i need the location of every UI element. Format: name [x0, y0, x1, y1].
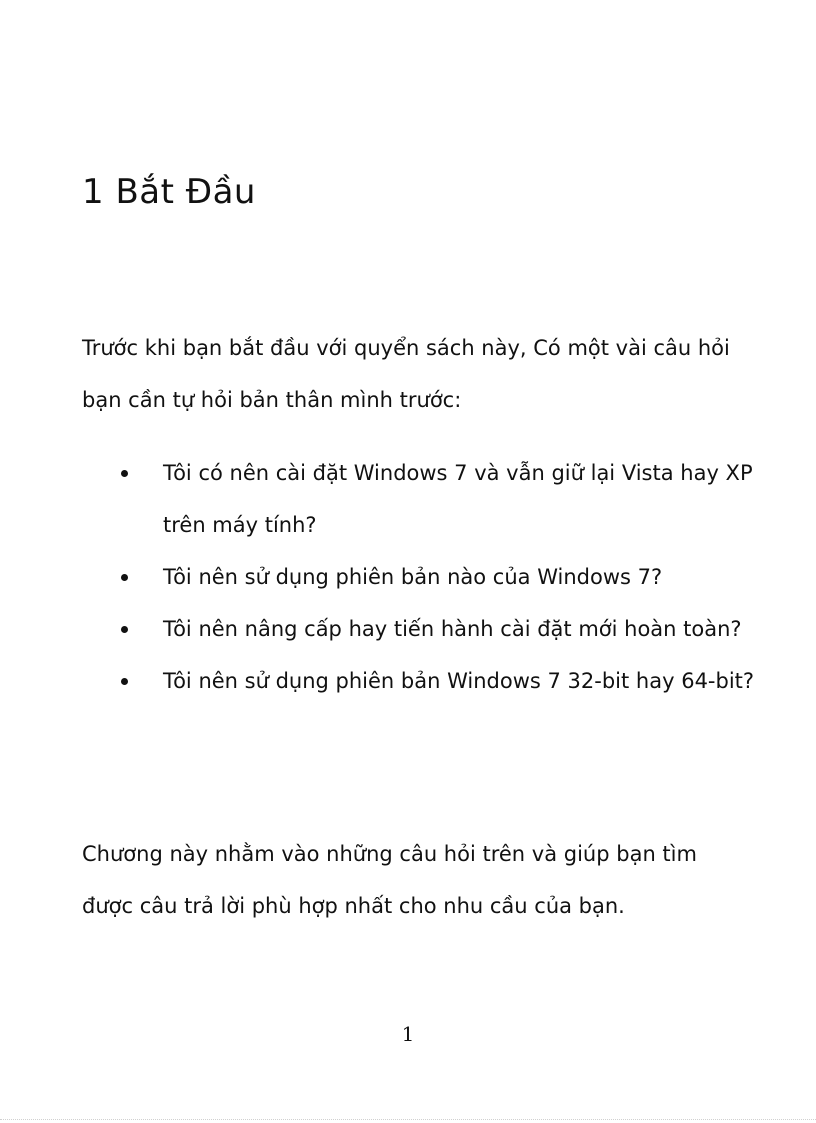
bullet-icon — [121, 470, 128, 477]
page-number: 1 — [401, 1022, 415, 1046]
bullet-icon — [121, 574, 128, 581]
question-text: Tôi nên sử dụng phiên bản nào của Windows 7? — [163, 565, 663, 589]
intro-paragraph: Trước khi bạn bắt đầu với quyển sách này, Có một vài câu hỏi bạn cần tự hỏi bản thân mình trước: — [82, 336, 730, 412]
bullet-icon — [121, 678, 128, 685]
question-list — [82, 447, 762, 707]
question-text: Tôi nên sử dụng phiên bản Windows 7 32-bit hay 64-bit? — [163, 669, 755, 693]
chapter-title: 1 Bắt Đầu — [82, 172, 256, 212]
outro-paragraph: Chương này nhằm vào những câu hỏi trên và giúp bạn tìm được câu trả lời phù hợp nhất cho nhu cầu của bạn. — [82, 842, 697, 918]
bullet-icon — [121, 626, 128, 633]
list-item — [82, 655, 762, 707]
page-divider — [0, 1119, 816, 1120]
list-item — [82, 551, 762, 603]
question-text: Tôi có nên cài đặt Windows 7 và vẫn giữ lại Vista hay XP trên máy tính? — [163, 461, 753, 537]
question-text: Tôi nên nâng cấp hay tiến hành cài đặt mới hoàn toàn? — [163, 617, 742, 641]
list-item — [82, 603, 762, 655]
list-item — [82, 447, 762, 551]
